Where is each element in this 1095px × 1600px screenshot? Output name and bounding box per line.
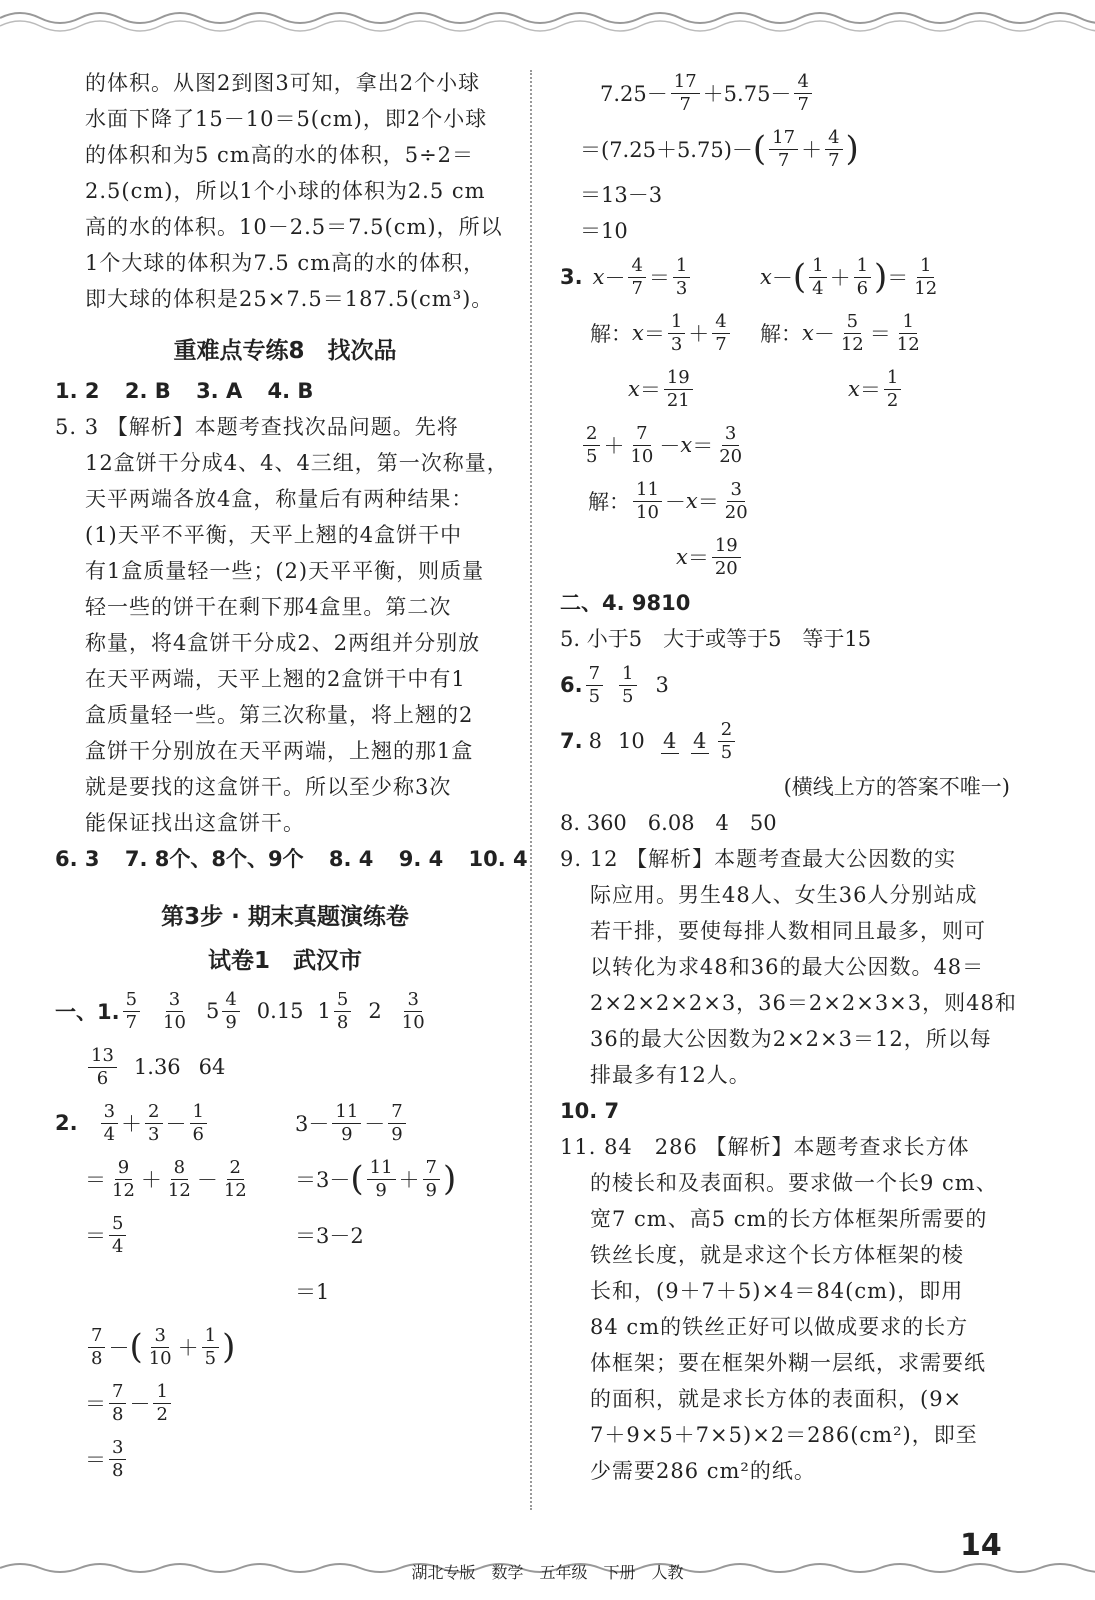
q3-equations xyxy=(560,249,1020,417)
text-line: 称量，将4盒饼干分成2、2两组并分别放 xyxy=(85,631,481,655)
question-label: 3. xyxy=(560,265,583,289)
text-line: 宽7 cm、高5 cm的长方体框架所需要的 xyxy=(590,1207,988,1231)
q2-calc-c: $\frac{7}{8}$ － ( $\frac{3}{10}$ ＋ $\frac{1}{5}$ ) ＝ $\frac{7}{8}$ － $\frac{1}{2}$ ＝ $\frac{3}{8}$ xyxy=(85,1324,236,1481)
text-line: 1个大球的体积为7.5 cm高的水的体积， xyxy=(85,251,486,275)
answer-item: 4. B xyxy=(267,379,314,403)
text-line: 盒饼干分别放在天平两端，上翘的那1盒 xyxy=(85,739,474,763)
answer-value: 1.36 xyxy=(133,1055,181,1079)
text-line: 在天平两端，天平上翘的2盒饼干中有1 xyxy=(85,667,466,691)
q5-explanation xyxy=(55,409,515,841)
q2-calc-d: 7.25－ $\frac{17}{7}$ ＋5.75－ $\frac{4}{7}$ xyxy=(560,65,1020,121)
text-line: 36的最大公因数为2×2×3＝12，所以每 xyxy=(590,1027,992,1051)
q10-answer: 10. 7 xyxy=(560,1099,620,1123)
text-line: 体框架；要在框架外糊一层纸，求需要纸 xyxy=(590,1351,986,1375)
fraction: $\frac{13}{6}$ xyxy=(88,1045,117,1090)
answer-value: 0.15 xyxy=(256,999,304,1023)
text-line: 水面下降了15－10＝5(cm)，即2个小球 xyxy=(85,107,488,131)
part1-q1-cont xyxy=(55,1039,515,1095)
answer-item: 9. 4 xyxy=(398,847,444,871)
fraction: $\frac{4}{9}$ xyxy=(222,989,239,1034)
answers-6-10 xyxy=(55,841,528,877)
paper-title: 试卷1 武汉市 xyxy=(207,948,362,974)
step-title: 第3步 · 期末真题演练卷 xyxy=(161,904,409,930)
text-line: 有1盒质量轻一些；(2)天平平衡，则质量 xyxy=(85,559,485,583)
text-line: 9. 12 【解析】本题考查最大公因数的实 xyxy=(560,847,957,871)
right-column xyxy=(560,65,1020,1489)
text-line: 7＋9×5＋7×5)×2＝286(cm²)，即至 xyxy=(590,1423,978,1447)
fraction: $\frac{5}{7}$ xyxy=(123,989,140,1034)
answer-value: 8 xyxy=(588,729,602,753)
q11-explanation xyxy=(560,1129,1020,1489)
calc-step: ＝13－3 xyxy=(580,183,663,207)
text-line: 的棱长和及表面积。要求做一个长9 cm、 xyxy=(590,1171,998,1195)
text-line: 84 cm的铁丝正好可以做成要求的长方 xyxy=(590,1315,969,1339)
question-label: 7. xyxy=(560,729,583,753)
q6-answer: 6. $\frac{7}{5}$ $\frac{1}{5}$ 3 xyxy=(560,662,669,707)
q3-eq-a: 3. x － $\frac{4}{7}$ ＝ $\frac{1}{3}$ 解： x ＝ $\frac{1}{3}$ ＋ $\frac{4}{7}$ x ＝ $\frac{19}{21}$ xyxy=(560,249,760,417)
solve-label: 解： xyxy=(590,322,632,346)
text-line: 即大球的体积是25×7.5＝187.5(cm³)。 xyxy=(85,287,494,311)
section-title: 重难点专练8 找次品 xyxy=(173,338,397,364)
answer-value: 64 xyxy=(198,1055,226,1079)
q5-answer: 5. 小于5 大于或等于5 等于15 xyxy=(560,627,872,651)
answers-1-4 xyxy=(55,373,515,409)
fraction: $\frac{3}{10}$ xyxy=(401,988,425,1033)
text-line: 12盒饼干分成4、4、4三组，第一次称量， xyxy=(85,451,509,475)
q9-explanation xyxy=(560,841,1020,1093)
text-line: 5. 3 【解析】本题考查找次品问题。先将 xyxy=(55,415,459,439)
text-line: 排最多有12人。 xyxy=(590,1063,751,1087)
text-line: 际应用。男生48人、女生36人分别站成 xyxy=(590,883,978,907)
top-wave-border xyxy=(0,0,1095,40)
answer-item: 2. B xyxy=(124,379,171,403)
answer-value: 10 xyxy=(617,729,645,753)
text-line: 铁丝长度，就是求这个长方体框架的棱 xyxy=(590,1243,964,1267)
q3-eq-c: $\frac{2}{5}$ ＋ $\frac{7}{10}$ － x ＝ $\frac{3}{20}$ 解： $\frac{11}{10}$ － x ＝ $\frac{3}{20}$ x ＝ $\frac{19}{20}$ xyxy=(560,417,1020,585)
text-line: 少需要286 cm²的纸。 xyxy=(590,1459,816,1483)
solve-label: 解： xyxy=(760,322,802,346)
underlined-answer: 4 xyxy=(661,729,679,754)
answer-item: 1. 2 xyxy=(55,379,100,403)
text-line: 盒质量轻一些。第三次称量，将上翘的2 xyxy=(85,703,474,727)
page-footer: 湖北专版 数学 五年级 下册 人教 xyxy=(411,1563,684,1582)
answer-value: 2 xyxy=(368,999,382,1023)
text-line: 高的水的体积。10－2.5＝7.5(cm)，所以 xyxy=(85,215,503,239)
fraction: $\frac{5}{8}$ xyxy=(334,989,351,1034)
answer-item: 3. A xyxy=(196,379,243,403)
question-label: 2. xyxy=(55,1111,78,1135)
page-number: 14 xyxy=(960,1528,1002,1563)
q8-answer: 8. 360 6.08 4 50 xyxy=(560,811,777,835)
calc-step: ＝10 xyxy=(580,219,628,243)
answer-item: 6. 3 xyxy=(55,847,100,871)
q2-calc-b: 3－ $\frac{11}{9}$ － $\frac{7}{9}$ ＝3－ ( $\frac{11}{9}$ ＋ $\frac{7}{9}$ ) ＝3－2 ＝1 xyxy=(295,1100,457,1304)
answer-item: 10. 4 xyxy=(468,847,528,871)
intro-paragraph xyxy=(55,65,515,317)
text-line: 2×2×2×2×3，36＝2×2×3×3，则48和 xyxy=(590,991,1017,1015)
q2-calcs xyxy=(55,1095,515,1319)
text-line: 的体积。从图2到图3可知，拿出2个小球 xyxy=(85,71,481,95)
text-line: 就是要找的这盒饼干。所以至少称3次 xyxy=(85,775,452,799)
q3-eq-b: x － ( $\frac{1}{4}$ ＋ $\frac{1}{6}$ ) ＝ $\frac{1}{12}$ 解： x － $\frac{5}{12}$ ＝ $\frac{1}{12}$ x ＝ $\frac{1}{2}$ xyxy=(760,254,938,411)
text-line: 长和，(9＋7＋5)×4＝84(cm)，即用 xyxy=(590,1279,964,1303)
fraction: $\frac{3}{10}$ xyxy=(163,988,186,1033)
answer-item: 7. 8个、8个、9个 xyxy=(124,847,304,871)
answer-value: 3 xyxy=(655,673,669,697)
part2-q4: 二、4. 9810 xyxy=(560,591,691,615)
text-line: 11. 84 286 【解析】本题考查求长方体 xyxy=(560,1135,970,1159)
text-line: 2.5(cm)，所以1个小球的体积为2.5 cm xyxy=(85,179,486,203)
text-line: 的体积和为5 cm高的水的体积，5÷2＝ xyxy=(85,143,475,167)
text-line: 以转化为求48和36的最大公因数。48＝ xyxy=(590,955,985,979)
q7-answer: 7. 8 10 4 4 $\frac{2}{5}$ xyxy=(560,713,1020,769)
q7-note: (横线上方的答案不唯一) xyxy=(783,775,1010,799)
question-label: 一、1. xyxy=(55,1000,120,1024)
text-line: 轻一些的饼干在剩下那4盒里。第二次 xyxy=(85,595,452,619)
answer-item: 8. 4 xyxy=(328,847,374,871)
q2-calc-d-steps: ＝(7.25＋5.75)－ ( $\frac{17}{7}$ ＋ $\frac{4}{7}$ ) ＝13－3 ＝10 xyxy=(560,121,1020,249)
text-line: 天平两端各放4盒，称量后有两种结果： xyxy=(85,487,474,511)
left-column xyxy=(55,65,528,1487)
q2-calc-a: 2. $\frac{3}{4}$ ＋ $\frac{2}{3}$ － $\frac{1}{6}$ ＝ $\frac{9}{12}$ ＋ $\frac{8}{12}$ － $\frac{2}{12}$ ＝ $\frac{5}{4}$ xyxy=(55,1100,247,1257)
text-line: 若干排，要使每排人数相同且最多，则可 xyxy=(590,919,986,943)
solve-label: 解： xyxy=(588,490,630,514)
text-line: 的面积，就是求长方体的表面积，(9× xyxy=(590,1387,963,1411)
question-label: 6. xyxy=(560,673,583,697)
part1-q1: 一、1. $\frac{5}{7}$ $\frac{3}{10}$ 5 $\frac{4}{9}$ 0.15 1 $\frac{5}{8}$ 2 $\frac{3}{10}$ xyxy=(55,983,515,1039)
text-line: 能保证找出这盒饼干。 xyxy=(85,811,305,835)
text-line: (1)天平不平衡，天平上翘的4盒饼干中 xyxy=(85,523,463,547)
column-divider xyxy=(530,70,532,1510)
underlined-answer: 4 xyxy=(691,729,709,754)
